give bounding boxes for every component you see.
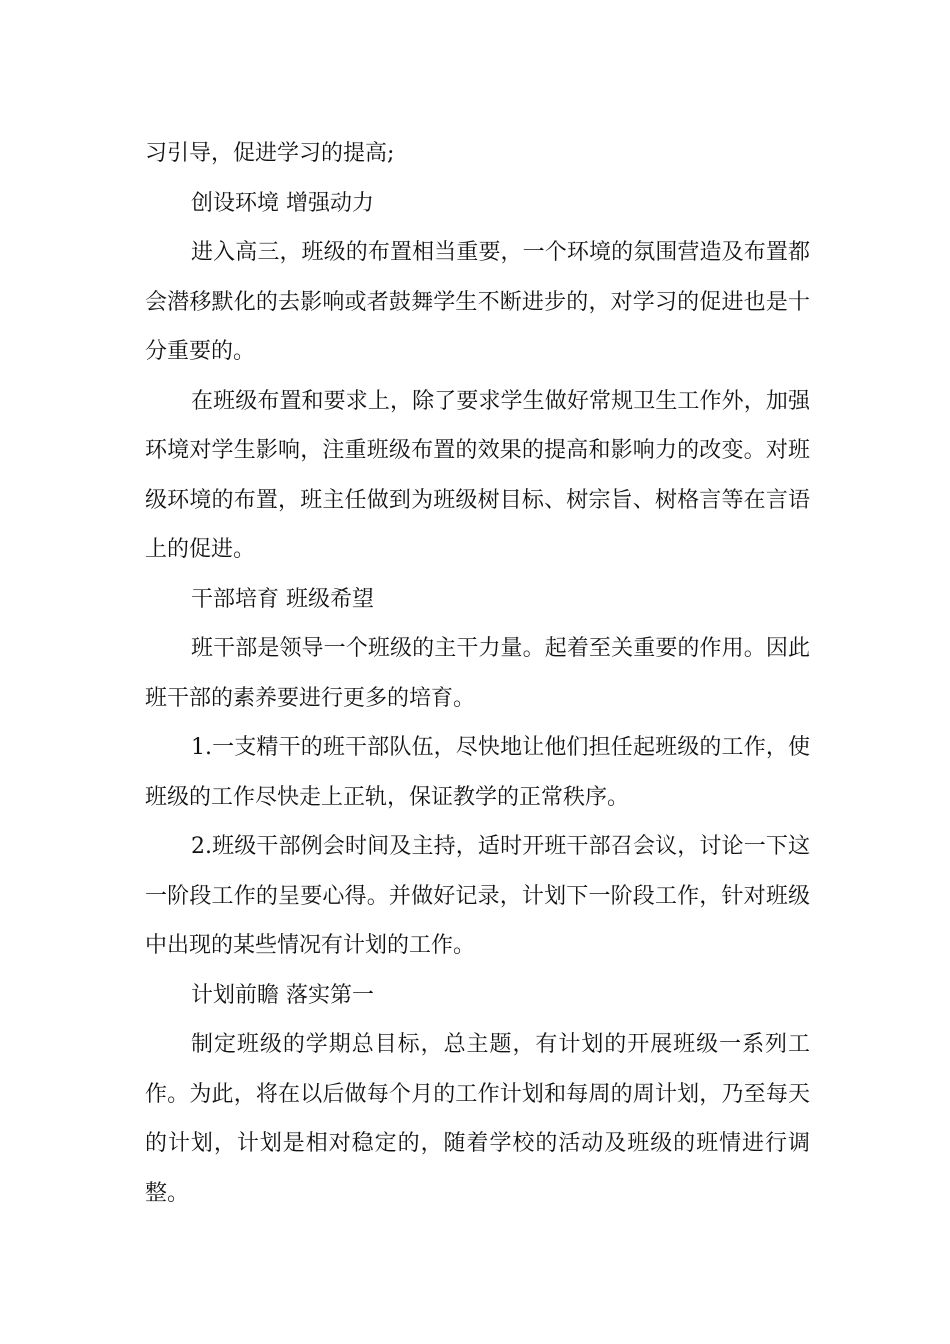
paragraph-senior-year-layout: 进入高三，班级的布置相当重要，一个环境的氛围营造及布置都会潜移默化的去影响或者鼓舞学生不断进步的，对学习的促进也是十分重要的。 bbox=[145, 240, 810, 364]
paragraph-continuation: 习引导，促进学习的提高; bbox=[145, 141, 395, 166]
paragraph-class-cadres: 班干部是领导一个班级的主干力量。起着至关重要的作用。因此班干部的素养要进行更多的培育。 bbox=[145, 636, 810, 711]
paragraph-class-arrangement: 在班级布置和要求上，除了要求学生做好常规卫生工作外，加强环境对学生影响，注重班级布置的效果的提高和影响力的改变。对班级环境的布置，班主任做到为班级树目标、树宗旨、树格言等在言语上的促进。 bbox=[145, 388, 810, 562]
paragraph-semester-goals: 制定班级的学期总目标，总主题，有计划的开展班级一系列工作。为此，将在以后做每个月的工作计划和每周的周计划，乃至每天的计划，计划是相对稳定的，随着学校的活动及班级的班情进行调整。 bbox=[145, 1032, 810, 1206]
section-heading-cadre-training: 干部培育 班级希望 bbox=[191, 586, 374, 612]
document-body bbox=[145, 129, 810, 1218]
list-item-2: 2.班级干部例会时间及主持，适时开班干部召会议，讨论一下这一阶段工作的呈要心得。并做好记录，计划下一阶段工作，针对班级中出现的某些情况有计划的工作。 bbox=[145, 834, 810, 958]
list-item-1: 1.一支精干的班干部队伍，尽快地让他们担任起班级的工作，使班级的工作尽快走上正轨，保证教学的正常秩序。 bbox=[145, 735, 810, 810]
section-heading-environment: 创设环境 增强动力 bbox=[191, 190, 374, 216]
section-heading-planning: 计划前瞻 落实第一 bbox=[191, 982, 374, 1008]
